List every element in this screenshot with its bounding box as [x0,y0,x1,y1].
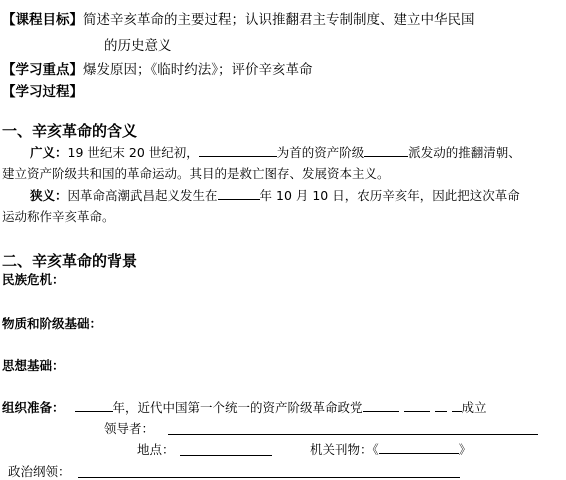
ideological-basis-label: 思想基础： [2,358,65,373]
party-name-blank-2[interactable] [404,398,430,412]
course-goal-label: 【课程目标】 [2,12,83,28]
focus-line [2,58,313,78]
organization-line [2,398,487,416]
party-name-blank-4[interactable] [452,398,462,412]
journal-blank[interactable] [379,440,459,454]
faction-blank[interactable] [364,143,408,157]
section-1-title: 一、辛亥革命的含义 [2,122,138,140]
narrow-definition-line-2: 运动称作辛亥革命。 [2,209,115,224]
process-label: 【学习过程】 [2,84,83,100]
broad-text-a: 19 世纪末 20 世纪初， [67,145,199,160]
leader-blank[interactable] [199,143,277,157]
program-blank-line[interactable] [78,477,460,478]
party-year-blank[interactable] [75,398,113,412]
journal-end: 》 [458,442,472,457]
uprising-year-blank[interactable] [218,186,260,200]
national-crisis-label: 民族危机： [2,272,65,287]
broad-text-c: 派发动的推翻清朝、 [408,145,521,160]
organization-text-a: 年，近代中国第一个统一的资产阶级革命政党 [112,400,363,415]
narrow-definition-line [30,186,520,204]
section-2-title: 二、辛亥革命的背景 [2,252,138,270]
focus-label: 【学习重点】 [2,62,83,78]
organization-label: 组织准备： [2,400,65,415]
leader-blank-line[interactable] [168,434,538,435]
broad-definition-line [30,143,521,161]
course-goal-line [2,8,475,28]
place-label: 地点： [137,442,175,457]
narrow-text-a: 因革命高潮武昌起义发生在 [67,188,218,203]
broad-definition-line-2: 建立资产阶级共和国的革命运动。其目的是救亡图存、发展资本主义。 [2,166,390,181]
journal-label: 机关刊物：《 [310,442,379,457]
leader-label: 领导者： [104,421,155,436]
narrow-label: 狭义： [30,188,68,203]
narrow-text-b: 年 10 月 10 日，农历辛亥年，因此把这次革命 [259,188,520,203]
program-label: 政治纲领： [8,464,71,479]
organization-text-b: 成立 [461,400,487,415]
broad-label: 广义： [30,145,68,160]
material-class-basis-label: 物质和阶级基础： [2,316,103,331]
course-goal-text: 简述辛亥革命的主要过程；认识推翻君主专制制度、建立中华民国 [83,12,475,28]
party-name-blank-1[interactable] [363,398,399,412]
focus-text: 爆发原因；《临时约法》；评价辛亥革命 [83,62,313,78]
place-blank-line[interactable] [180,455,272,456]
broad-text-b: 为首的资产阶级 [276,145,365,160]
journal-line [310,440,471,458]
party-name-blank-3[interactable] [435,398,447,412]
course-goal-text-continued: 的历史意义 [104,38,172,54]
